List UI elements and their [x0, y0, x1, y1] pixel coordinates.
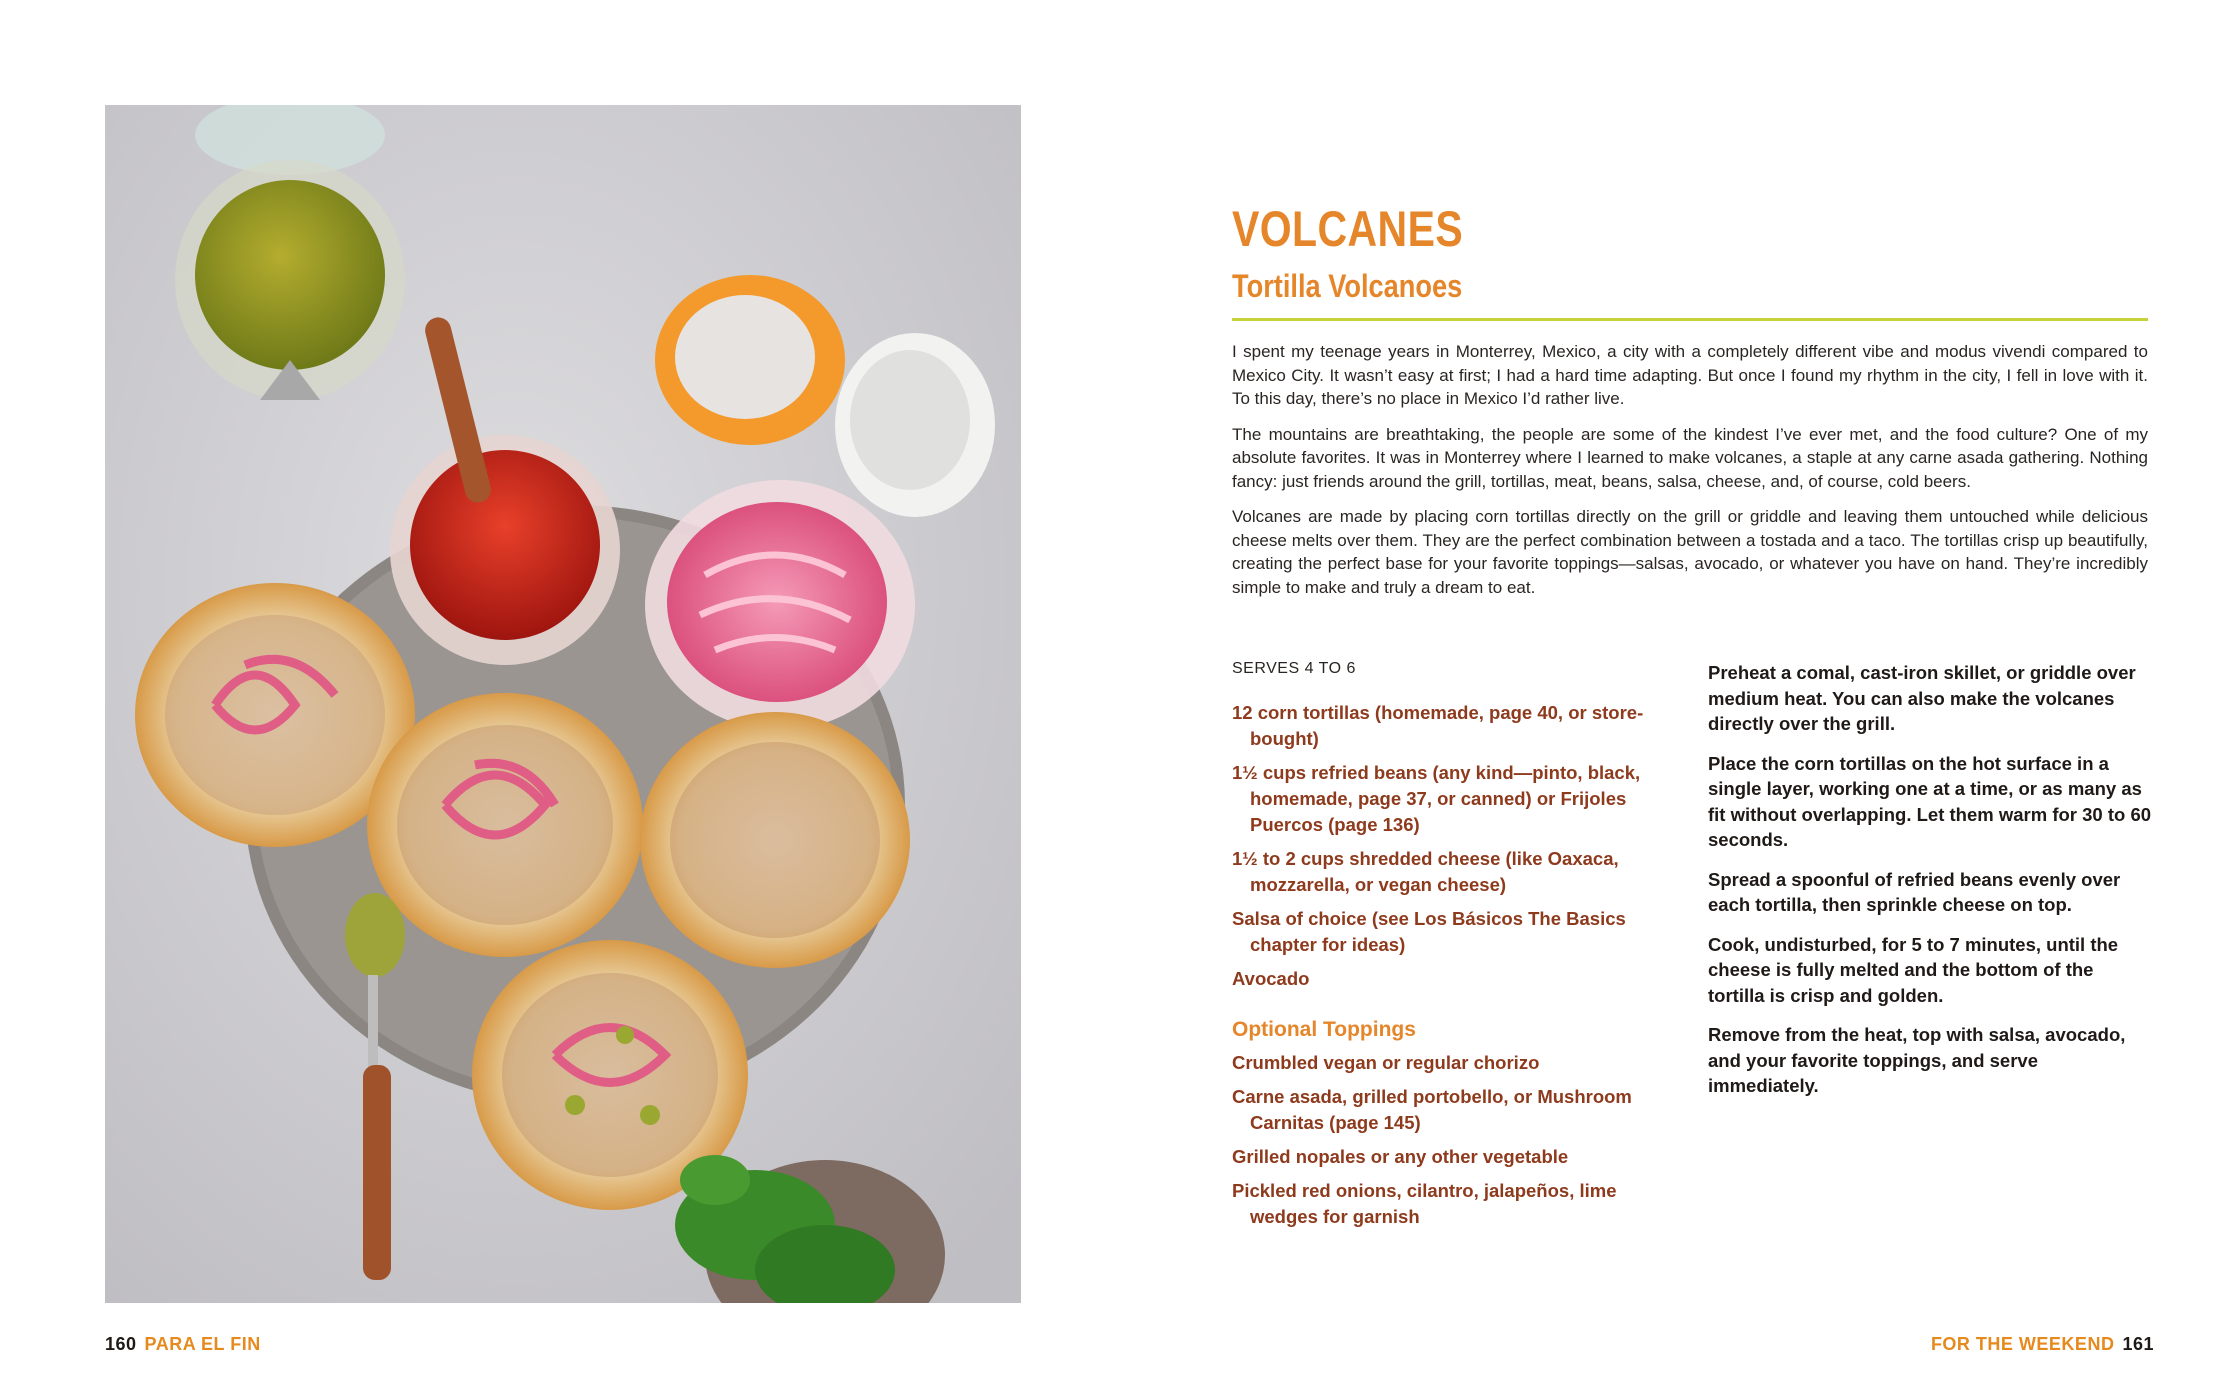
- topping-item: Pickled red onions, cilantro, jalapeños, lime wedges for garnish: [1232, 1180, 1617, 1227]
- recipe-subtitle: Tortilla Volcanoes: [1232, 268, 1463, 304]
- section-name-right: FOR THE WEEKEND: [1930, 1334, 2115, 1354]
- ingredient-item: Salsa of choice (see Los Básicos The Basics chapter for ideas): [1232, 908, 1626, 955]
- ingredients-column: [1232, 660, 1672, 1238]
- method-step: Remove from the heat, top with salsa, avocado, and your favorite toppings, and serve immediately.: [1708, 1024, 2126, 1096]
- method-step: Preheat a comal, cast-iron skillet, or griddle over medium heat. You can also make the volcanes directly over the grill.: [1708, 662, 2136, 734]
- toppings-heading: Optional Toppings: [1232, 1018, 1416, 1041]
- footer-right: [1923, 1334, 2154, 1355]
- serves-label: SERVES 4 TO 6: [1232, 660, 1356, 677]
- intro-paragraph: I spent my teenage years in Monterrey, Mexico, a city with a completely different vibe and modus vivendi compared to Mexico City. It wasn’t easy at first; I had a hard time adapting. But once I found my rhythm in the city, I fell in love with it. To this day, there’s no place in Mexico I’d rather live.: [1232, 342, 2148, 408]
- ingredient-item: 12 corn tortillas (homemade, page 40, or store-bought): [1232, 702, 1644, 749]
- page-number-left: 160: [105, 1334, 137, 1354]
- method-step: Cook, undisturbed, for 5 to 7 minutes, until the cheese is fully melted and the bottom of the tortilla is crisp and golden.: [1708, 933, 2119, 1006]
- title-divider: [1232, 318, 2148, 321]
- topping-item: Carne asada, grilled portobello, or Mushroom Carnitas (page 145): [1232, 1086, 1632, 1133]
- ingredient-item: 1½ to 2 cups shredded cheese (like Oaxaca, mozzarella, or vegan cheese): [1232, 848, 1619, 895]
- recipe-intro: [1232, 340, 2148, 611]
- topping-item: Grilled nopales or any other vegetable: [1232, 1146, 1569, 1167]
- recipe-title: VOLCANES: [1232, 201, 1464, 257]
- method-column: [1708, 660, 2153, 1113]
- intro-paragraph: The mountains are breathtaking, the people are some of the kindest I’ve ever met, and the food culture? One of my absolute favorites. It was in Monterrey where I learned to make volcanes, a staple at any carne asada gathering. Nothing fancy: just friends around the grill, tortillas, meat, beans, salsa, cheese, and, of course, cold beers.: [1232, 424, 2148, 491]
- ingredient-item: Avocado: [1232, 968, 1310, 989]
- recipe-photo: [105, 105, 1021, 1303]
- intro-paragraph: Volcanes are made by placing corn tortillas directly on the grill or griddle and leaving them untouched while delicious cheese melts over them. They are the perfect combination between a tostada and a taco. The tortillas crisp up beautifully, creating the perfect base for your favorite toppings—salsas, avocado, or whatever you have on hand. They’re incredibly simple to make and truly a dream to eat.: [1232, 507, 2148, 597]
- ingredient-item: 1½ cups refried beans (any kind—pinto, black, homemade, page 37, or canned) or Frijoles Puercos (page 136): [1232, 762, 1641, 835]
- footer-left: [105, 1334, 269, 1355]
- section-name-left: PARA EL FIN: [144, 1334, 261, 1354]
- method-step: Spread a spoonful of refried beans evenly over each tortilla, then sprinkle cheese on top.: [1708, 868, 2121, 915]
- page-number-right: 161: [2122, 1334, 2154, 1354]
- topping-item: Crumbled vegan or regular chorizo: [1232, 1052, 1540, 1073]
- method-step: Place the corn tortillas on the hot surface in a single layer, working one at a time, or as many as fit without overlapping. Let them warm for 30 to 60 seconds.: [1708, 752, 2152, 850]
